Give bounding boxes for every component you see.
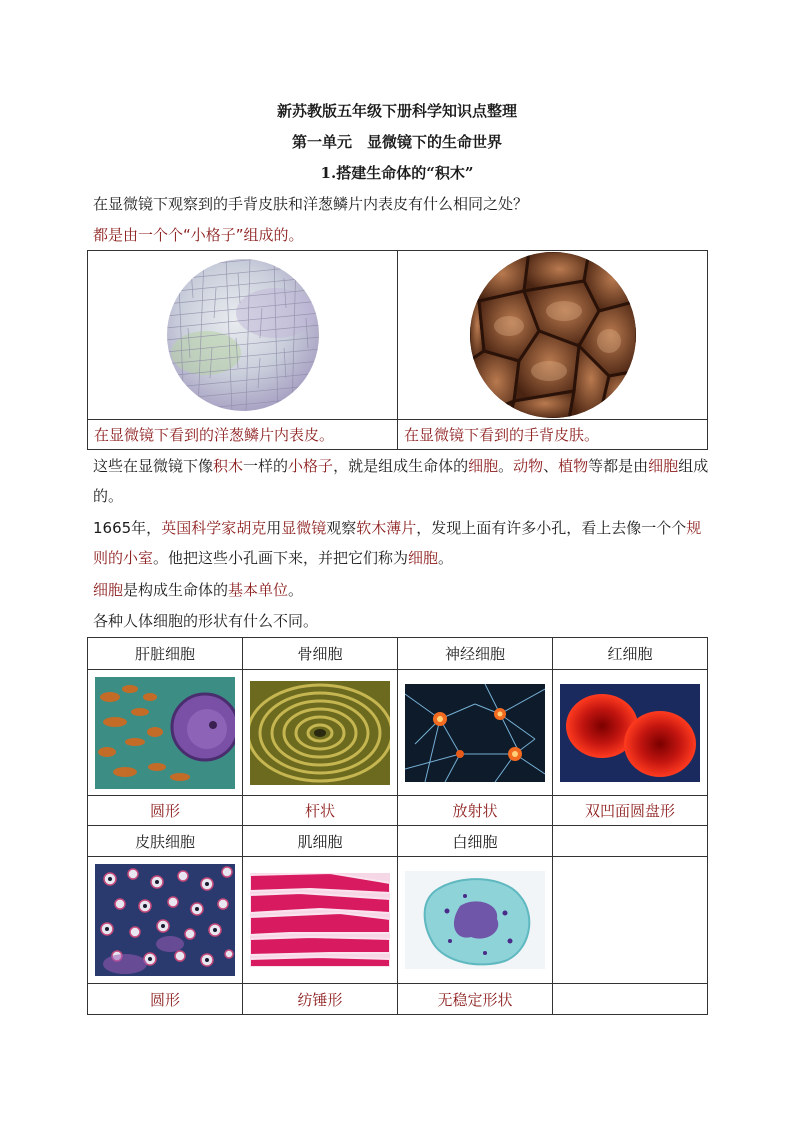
cell-name: 肝脏细胞 [88, 638, 243, 670]
p1-term-blocks: 积木 [213, 457, 244, 475]
p1-text: 这些在显微镜下像 [93, 457, 214, 475]
onion-caption: 在显微镜下看到的洋葱鳞片内表皮。 [88, 420, 398, 450]
p2-text: 。 [438, 549, 454, 567]
p3-term-basic-unit: 基本单位 [228, 581, 289, 599]
p2-text: 。他把这些小孔画下来，并把它们称为 [153, 549, 409, 567]
p3-text: 。 [288, 581, 304, 599]
onion-epidermis-image [166, 258, 320, 412]
p1-text: 等都是由 [588, 457, 649, 475]
muscle-cell-image [250, 873, 390, 967]
answer-1: 都是由一个个“小格子”组成的。 [93, 226, 304, 244]
p3-text: 是构成生命体的 [123, 581, 229, 599]
cell-shape: 杆状 [243, 796, 398, 826]
p1-term-plant: 植物 [558, 457, 589, 475]
cell-name: 白细胞 [398, 826, 553, 857]
p1-text: 组成的。 [93, 457, 709, 505]
cell-name: 皮肤细胞 [88, 826, 243, 857]
cell-name: 肌细胞 [243, 826, 398, 857]
cell-name: 红细胞 [553, 638, 708, 670]
empty-cell [553, 857, 708, 984]
nerve-cell-image [405, 684, 545, 782]
cell-types-table [87, 637, 708, 1015]
cell-shape: 圆形 [88, 984, 243, 1015]
bone-cell-image-cell [243, 670, 398, 796]
liver-cell-image-cell [88, 670, 243, 796]
p1-text: 。 [498, 457, 514, 475]
p3-term-cell: 细胞 [93, 581, 124, 599]
red-blood-cell-image [560, 684, 700, 782]
p1-term-cell-2: 细胞 [648, 457, 679, 475]
paragraph-basic-unit [93, 575, 713, 605]
liver-cell-image [95, 677, 235, 789]
p1-term-cell: 细胞 [468, 457, 499, 475]
cell-name: 骨细胞 [243, 638, 398, 670]
white-blood-cell-image-cell [398, 857, 553, 984]
document-title: 新苏教版五年级下册科学知识点整理 [276, 102, 517, 120]
p1-term-grid: 小格子 [288, 457, 334, 475]
cell-shape: 圆形 [88, 796, 243, 826]
p2-text: ，发现上面有许多小孔，看上去像一个个 [416, 519, 687, 537]
empty-cell [553, 984, 708, 1015]
cell-shape: 无稳定形状 [398, 984, 553, 1015]
cell-shape: 双凹面圆盘形 [553, 796, 708, 826]
empty-cell [553, 826, 708, 857]
p2-text: 用 [266, 519, 282, 537]
question-2: 各种人体细胞的形状有什么不同。 [93, 612, 319, 630]
cell-name: 神经细胞 [398, 638, 553, 670]
cell-shape: 纺锤形 [243, 984, 398, 1015]
lesson-title: 1.搭建生命体的“积木” [320, 164, 474, 182]
nerve-cell-image-cell [398, 670, 553, 796]
paragraph-hooke [93, 513, 713, 573]
p1-text: 一样的 [243, 457, 289, 475]
p2-term-hooke: 英国科学家胡克 [161, 519, 267, 537]
p1-text: ，就是组成生命体的 [333, 457, 469, 475]
p2-text: 1665年， [93, 519, 162, 537]
question-1: 在显微镜下观察到的手背皮肤和洋葱鳞片内表皮有什么相同之处？ [93, 195, 529, 213]
unit-title: 第一单元 显微镜下的生命世界 [291, 133, 502, 151]
skin-caption: 在显微镜下看到的手背皮肤。 [398, 420, 708, 450]
skin-cell-image-cell [88, 857, 243, 984]
p2-term-cell: 细胞 [408, 549, 439, 567]
skin-image-cell [398, 251, 708, 420]
p1-term-animal: 动物 [513, 457, 544, 475]
p2-term-microscope: 显微镜 [281, 519, 327, 537]
red-blood-cell-image-cell [553, 670, 708, 796]
p2-term-cork: 软木薄片 [356, 519, 417, 537]
p2-term-rooms: 规则的小室 [93, 519, 702, 567]
cell-shape: 放射状 [398, 796, 553, 826]
white-blood-cell-image [405, 871, 545, 969]
microscope-table [87, 250, 708, 450]
onion-image-cell [88, 251, 398, 420]
bone-cell-image [250, 681, 390, 785]
muscle-cell-image-cell [243, 857, 398, 984]
paragraph-cells [93, 451, 713, 511]
skin-cell-image [95, 864, 235, 976]
p1-text: 、 [543, 457, 559, 475]
p2-text: 观察 [326, 519, 357, 537]
hand-skin-image [469, 251, 637, 419]
